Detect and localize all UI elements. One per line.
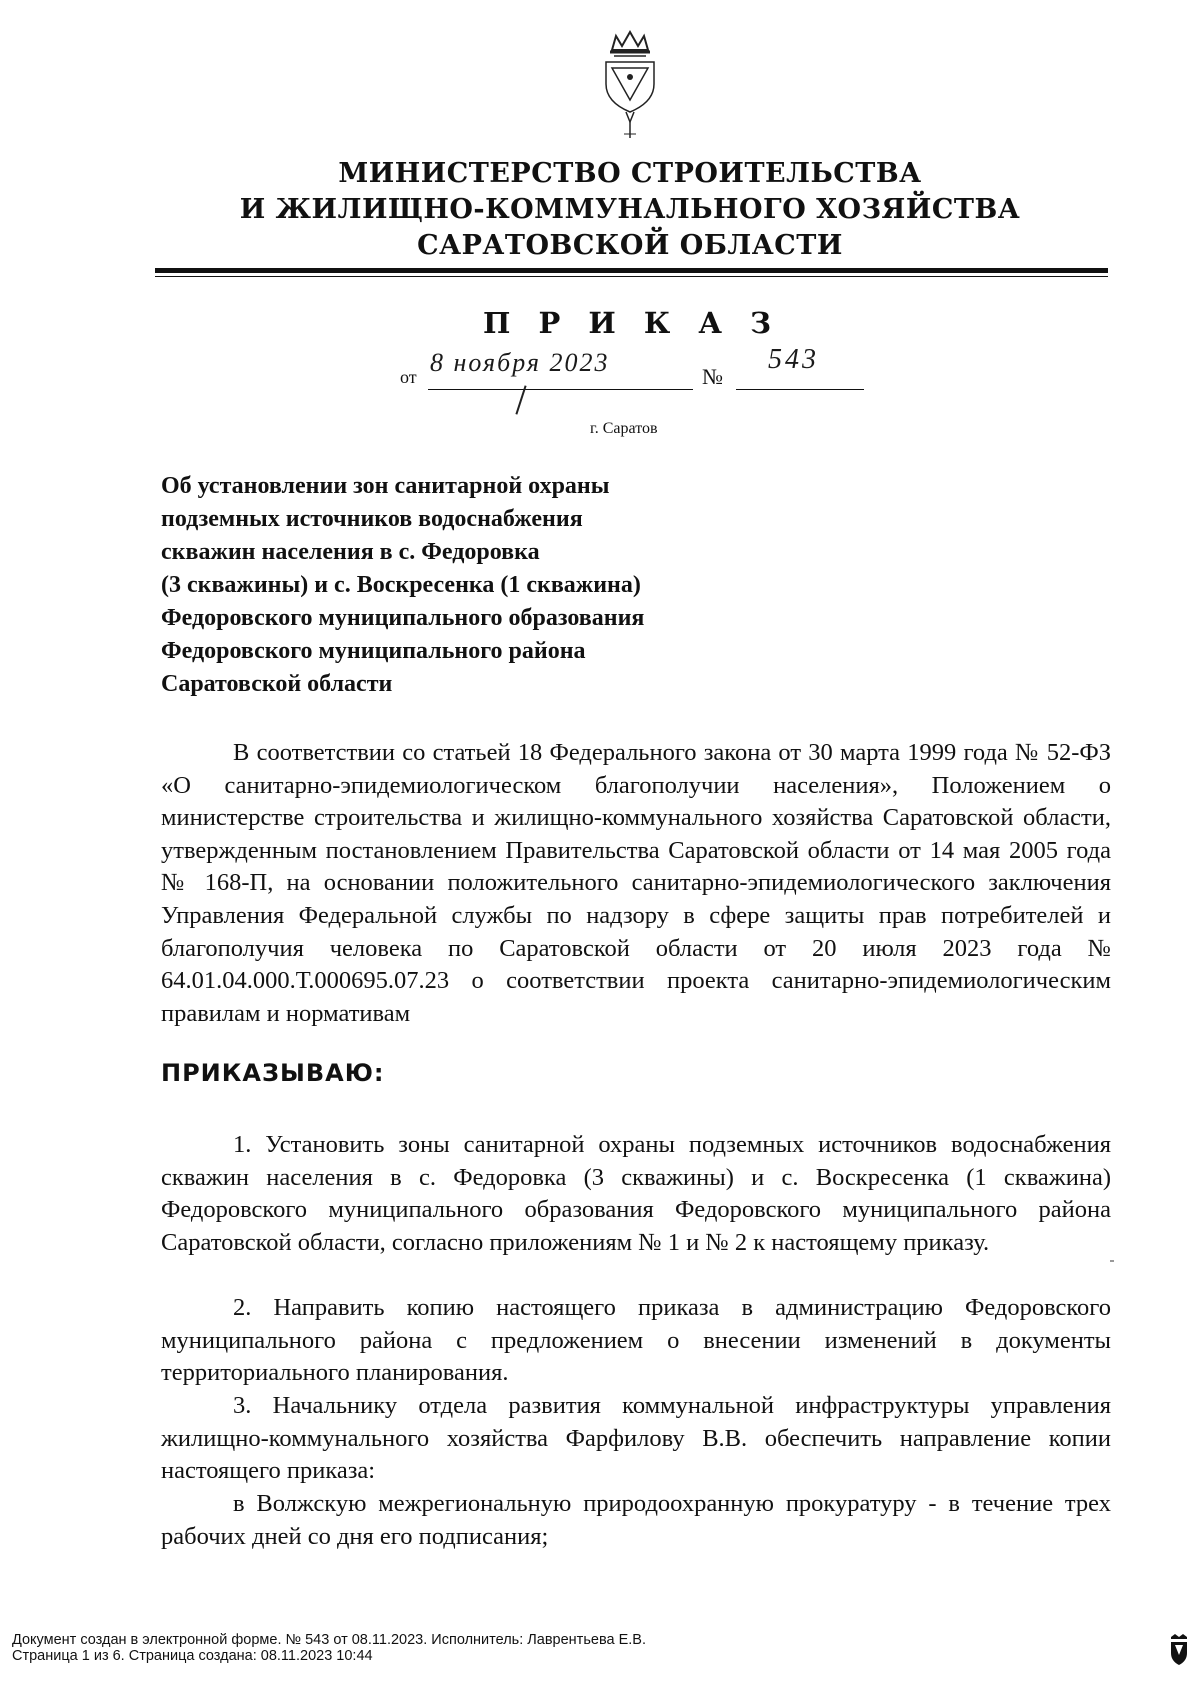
order-directive-word: ПРИКАЗЫВАЮ:: [161, 1059, 385, 1087]
subject-line: Федоровского муниципального образования: [161, 605, 645, 631]
subject-line: (3 скважины) и с. Воскресенка (1 скважина): [161, 572, 641, 598]
ministry-line-3: САРАТОВСКОЙ ОБЛАСТИ: [417, 230, 843, 261]
date-handwritten: 8 ноября 2023: [430, 348, 610, 377]
number-underline: [736, 389, 864, 390]
subject-line: Об установлении зон санитарной охраны: [161, 473, 610, 499]
footer-line-1: Документ создан в электронной форме. № 543 от 08.11.2023. Исполнитель: Лаврентьева Е.В.: [12, 1632, 646, 1648]
ministry-line-1: МИНИСТЕРСТВО СТРОИТЕЛЬСТВА: [338, 158, 922, 189]
subject-line: Федоровского муниципального района: [161, 638, 586, 664]
document-title: П Р И К А З: [483, 306, 780, 340]
document-footer: [12, 1632, 1112, 1664]
scan-artifact: [1110, 1260, 1114, 1262]
order-item-3-recipient: в Волжскую межрегиональную природоохранную прокуратуру - в течение трех рабочих дней со дня его подписания;: [161, 1490, 1111, 1550]
ministry-header: [200, 156, 1060, 264]
preamble-paragraph: В соответствии со статьей 18 Федерального закона от 30 марта 1999 года № 52-ФЗ «О санитарно-эпидемиологическом благополучии населения», Положением о министерстве строительства и жилищно-коммунального хозяйства Саратовской области, утвержденным постановлением Правительства Саратовской области от 14 мая 2005 года № 168-П, на основании положительного санитарно-эпидемиологического заключения Управления Федеральной службы по надзору в сфере защиты прав потребителей и благополучия человека по Саратовской области от 20 июля 2023 года № 64.01.04.000.Т.000695.07.23 о соответствии проекта санитарно-эпидемиологическим правилам и нормативам: [161, 739, 1111, 1027]
order-subject: [161, 470, 781, 701]
footer-line-2: Страница 1 из 6. Страница создана: 08.11.2023 10:44: [12, 1648, 373, 1664]
header-divider-thick: [155, 268, 1108, 273]
subject-line: скважин населения в с. Федоровка: [161, 539, 540, 565]
region-emblem-small-icon: [1168, 1633, 1190, 1667]
ministry-line-2: И ЖИЛИЩНО-КОММУНАЛЬНОГО ХОЗЯЙСТВА: [239, 194, 1021, 225]
order-item-3: 3. Начальнику отдела развития коммунальной инфраструктуры управления жилищно-коммунального хозяйства Фарфилову В.В. обеспечить направление копии настоящего приказа:: [161, 1392, 1111, 1485]
number-handwritten: 543: [768, 344, 819, 375]
subject-line: подземных источников водоснабжения: [161, 506, 583, 532]
city-label: г. Саратов: [590, 420, 658, 437]
subject-line: Саратовской области: [161, 671, 393, 697]
date-underline: [428, 389, 693, 390]
header-divider-thin: [155, 276, 1108, 277]
coat-of-arms-icon: [590, 30, 670, 142]
number-label: №: [702, 364, 723, 389]
order-item-2: 2. Направить копию настоящего приказа в администрацию Федоровского муниципального района с предложением о внесении изменений в документы территориального планирования.: [161, 1294, 1111, 1387]
order-item-1: 1. Установить зоны санитарной охраны подземных источников водоснабжения скважин населения в с. Федоровка (3 скважины) и с. Воскресенка (1 скважина) Федоровского муниципального образования Федоровского муниципального района Саратовской области, согласно приложениям № 1 и № 2 к настоящему приказу.: [161, 1131, 1111, 1256]
date-label: от: [400, 367, 417, 387]
